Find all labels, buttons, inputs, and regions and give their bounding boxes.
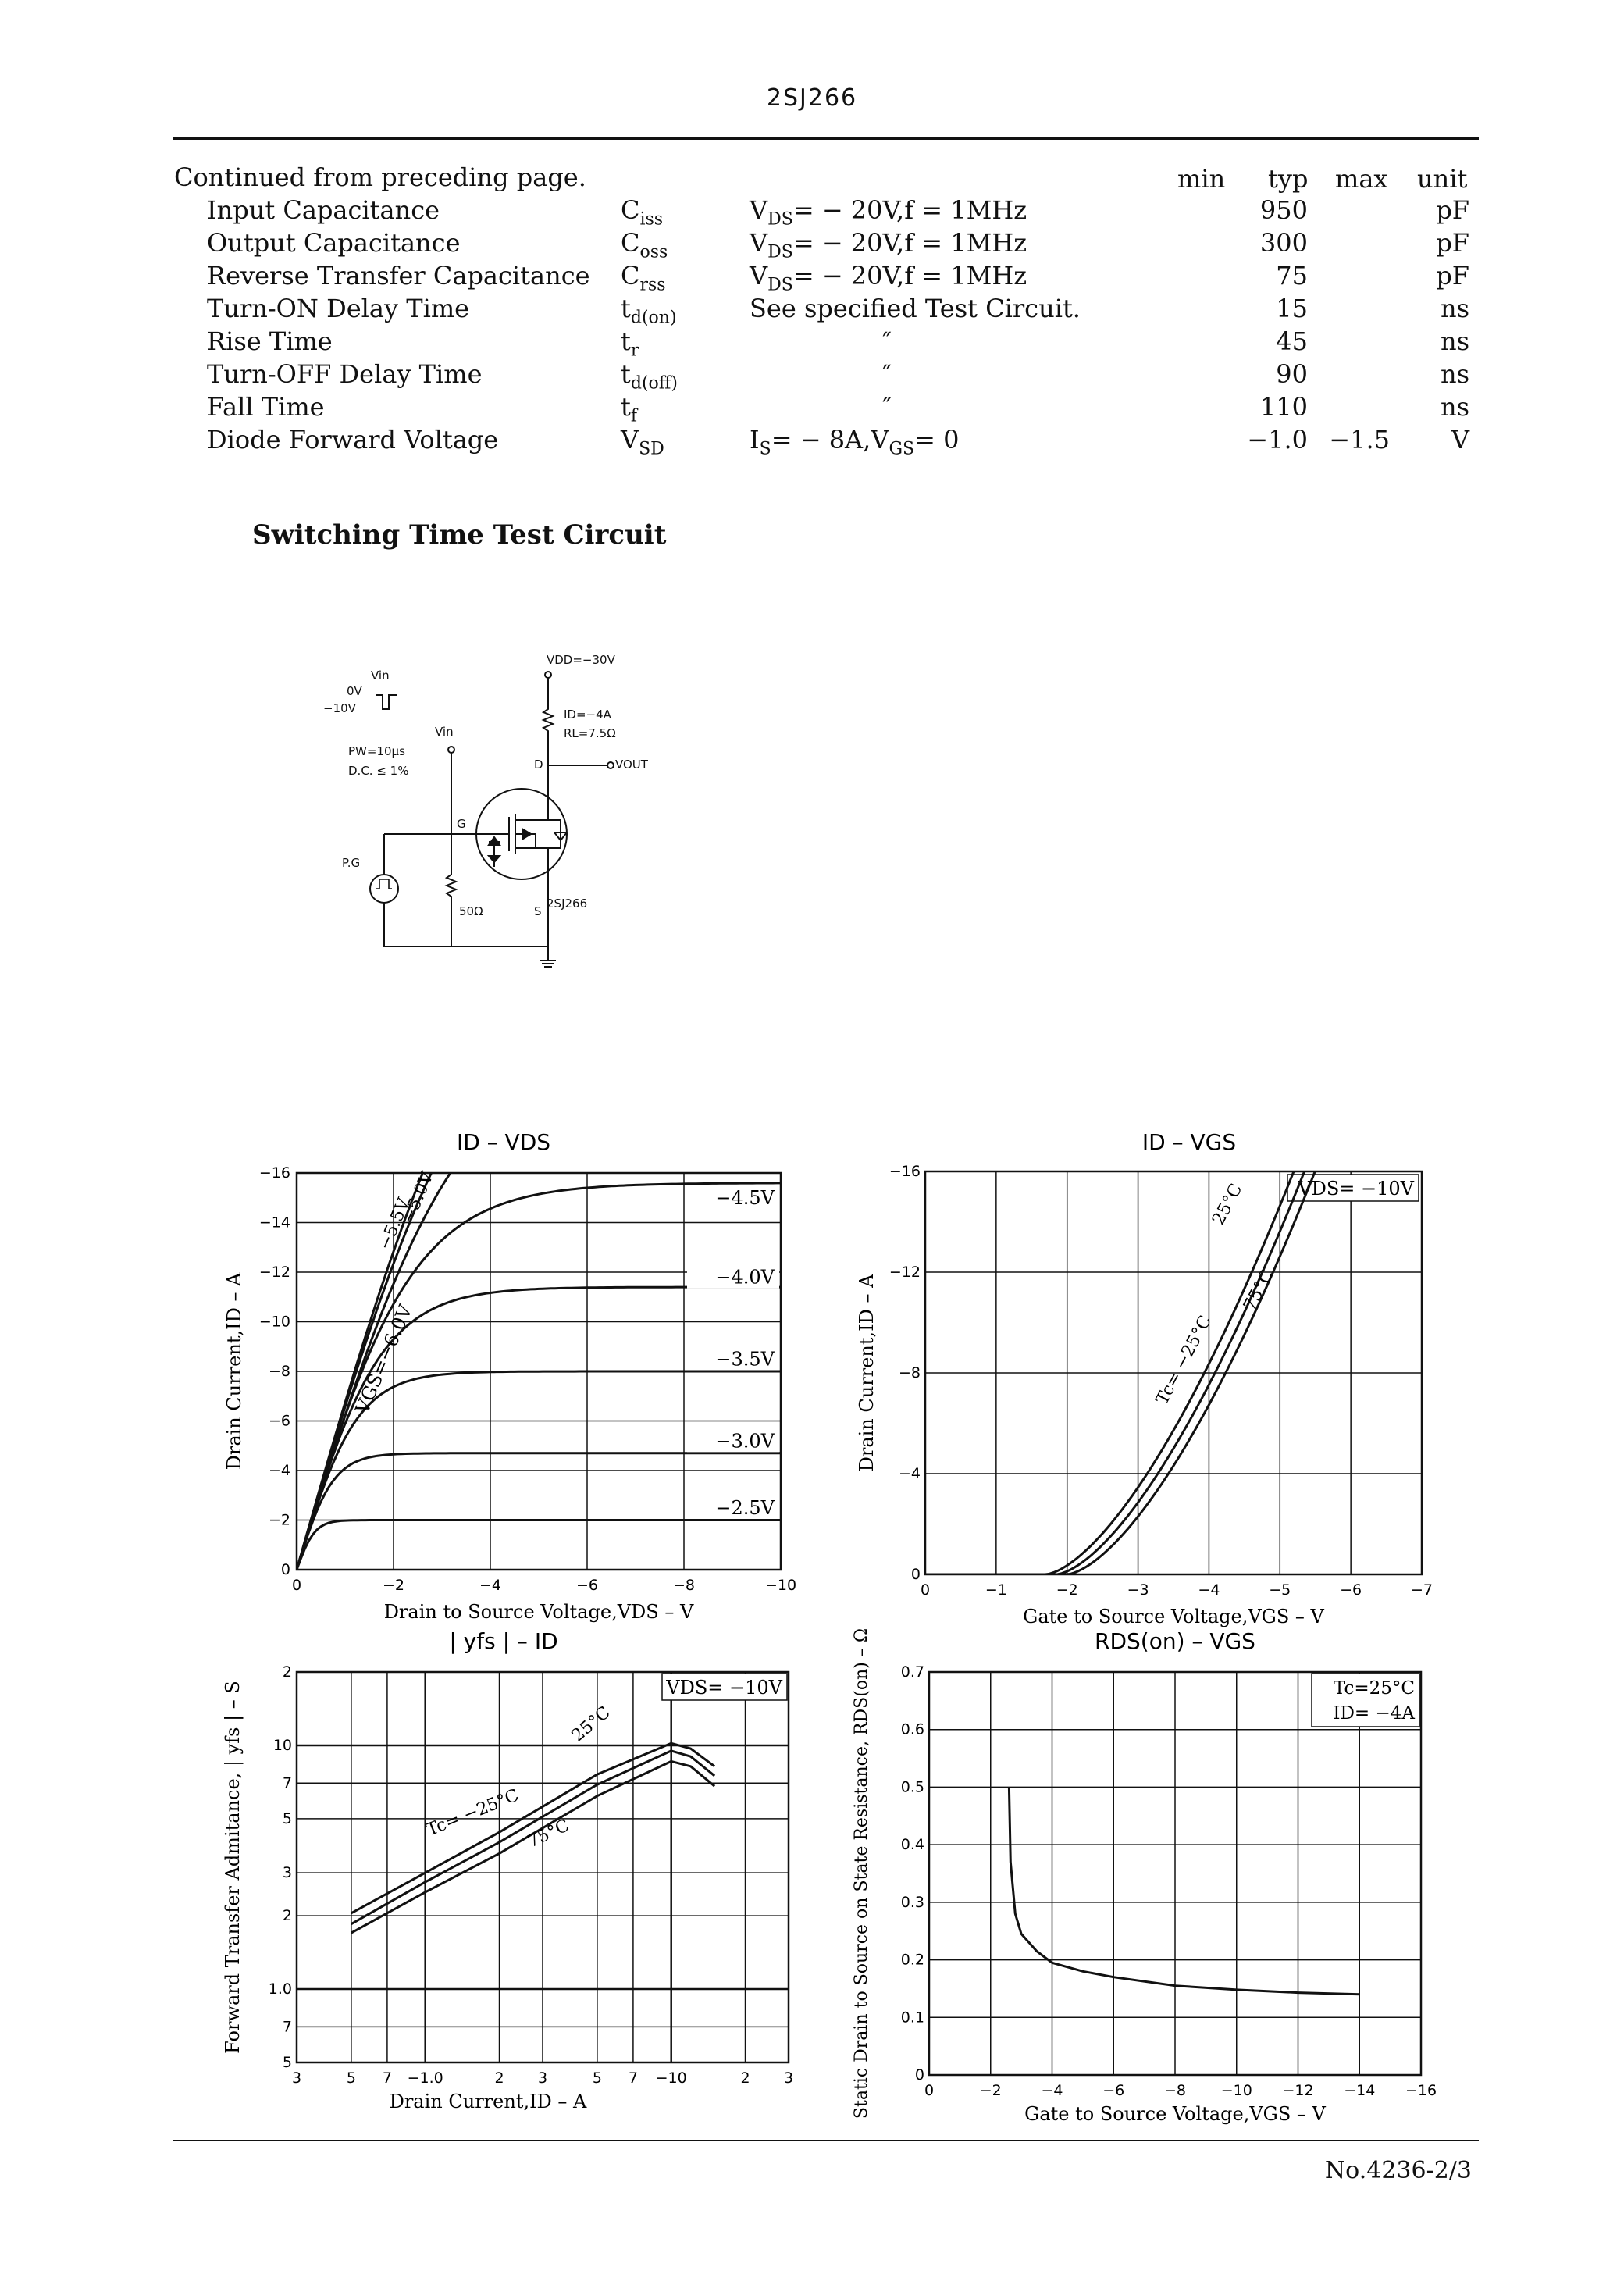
series-label-tc-neg25: Tc= −25°C: [1152, 1312, 1216, 1408]
footer-rule: [173, 2140, 1479, 2141]
series-label: −4.5V: [715, 1187, 775, 1210]
x-axis-label: Drain to Source Voltage,VDS – V: [383, 1601, 694, 1623]
switching-test-circuit: [312, 640, 687, 1000]
spec-name: Diode Forward Voltage: [207, 425, 499, 455]
condition-label: ID= −4A: [1333, 1703, 1415, 1724]
x-tick-label: −7: [1410, 1581, 1433, 1599]
spec-symbol: $C_{rss}$: [621, 261, 666, 295]
condition-label: Tc=25°C: [1333, 1678, 1415, 1699]
spec-symbol-sub: d(off): [630, 373, 678, 394]
x-tick-label: 0: [924, 2082, 935, 2099]
series-label-75: 75°C: [1240, 1266, 1278, 1314]
x-tick-label: −5: [1269, 1581, 1291, 1599]
spec-symbol: $t_{d(off)}$: [621, 359, 678, 394]
spec-name: Rise Time: [207, 326, 333, 356]
spec-symbol: $t_f$: [621, 392, 638, 426]
spec-typ: 15: [1276, 294, 1308, 323]
vout-terminal: [607, 762, 614, 768]
x-tick-label: −16: [1405, 2082, 1437, 2099]
x-tick-label: −8: [1163, 2082, 1187, 2099]
spec-condition-sub: DS: [767, 209, 793, 230]
y-tick-label: −6: [268, 1412, 290, 1430]
y-tick-label: −8: [898, 1364, 921, 1381]
x-tick-label: −6: [1102, 2082, 1125, 2099]
y-tick-label: −4: [898, 1465, 921, 1482]
x-tick-label: −10: [764, 1577, 797, 1594]
x-tick-label: −10: [655, 2069, 687, 2087]
spec-unit: pF: [1436, 195, 1469, 225]
channel-arrow: [523, 829, 531, 839]
spec-typ: 45: [1276, 326, 1308, 356]
x-axis-label: Drain Current,ID – A: [389, 2091, 587, 2112]
y-tick-label: 5: [282, 2054, 292, 2071]
y-tick-label: −10: [258, 1313, 290, 1331]
spec-unit: V: [1451, 425, 1469, 455]
vdd-terminal: [545, 672, 551, 678]
spec-symbol-sub: iss: [639, 209, 664, 230]
chart-title: RDS(on) – VGS: [1095, 1628, 1255, 1654]
spec-typ: 300: [1259, 228, 1308, 258]
x-tick-label: −14: [1344, 2082, 1376, 2099]
series-label-25: 25°C: [1209, 1180, 1247, 1228]
y-tick-label: 3: [282, 1864, 292, 1882]
spec-condition: $V_{DS}= - 20V,f = 1MHz$: [750, 195, 1027, 230]
spec-symbol: $C_{oss}$: [621, 228, 668, 262]
spec-condition-sub: GS: [889, 439, 915, 459]
spec-typ: 75: [1276, 261, 1308, 291]
chart-id-vgs: [843, 1132, 1444, 1632]
series-label-25: 25°C: [568, 1702, 614, 1746]
spec-condition-sub: DS: [767, 242, 793, 262]
diode-wires: [548, 820, 561, 848]
spec-typ: 950: [1259, 195, 1308, 225]
spec-condition-sub: S: [759, 439, 771, 459]
col-max: max: [1335, 164, 1388, 194]
vin-label: Vin: [371, 668, 390, 683]
y-tick-label: 7: [282, 2018, 292, 2036]
spec-condition: [750, 359, 892, 393]
x-tick-label: 3: [783, 2069, 794, 2087]
pg-pulse-glyph: [376, 879, 392, 889]
series-line: [351, 1743, 714, 1913]
chart-id-vds: [211, 1132, 812, 1632]
y-tick-label: 0.2: [900, 1951, 924, 1969]
ground-symbol: [540, 961, 556, 967]
y-tick-label: 1.0: [268, 1980, 292, 1998]
load-resistor: [543, 678, 553, 789]
g-label: G: [457, 817, 466, 831]
vin-level-neg10: −10V: [323, 701, 356, 715]
y-tick-label: 0.3: [900, 1893, 924, 1911]
y-tick-label: −12: [889, 1264, 921, 1281]
x-tick-label: −8: [672, 1577, 696, 1594]
d-label: D: [534, 758, 543, 772]
y-tick-label: −8: [268, 1363, 290, 1380]
x-tick-label: 2: [494, 2069, 504, 2087]
spec-condition: $I_S= - 8A,V_{GS}= 0$: [750, 425, 960, 459]
col-unit: unit: [1417, 164, 1468, 194]
x-axis-label: Gate to Source Voltage,VGS – V: [1023, 1606, 1324, 1627]
spec-name: Output Capacitance: [207, 228, 461, 258]
x-tick-label: −2: [382, 1577, 405, 1594]
x-tick-label: −4: [1041, 2082, 1063, 2099]
x-tick-label: −2: [979, 2082, 1002, 2099]
y-axis-label: Drain Current,ID – A: [223, 1272, 245, 1471]
y-tick-label: 0.7: [900, 1663, 924, 1681]
x-tick-label: −1.0: [407, 2069, 443, 2087]
y-tick-label: 0: [280, 1561, 290, 1578]
id-label: ID=−4A: [564, 708, 611, 722]
y-tick-label: −4: [268, 1462, 290, 1479]
spec-condition: [750, 326, 892, 360]
dc-label: D.C. ≤ 1%: [348, 764, 409, 778]
rl-label: RL=7.5Ω: [564, 726, 616, 740]
series-label-50: −5.0V: [398, 1168, 438, 1227]
page-number: No.4236-2/3: [1324, 2157, 1472, 2184]
test-circuit-title: Switching Time Test Circuit: [252, 519, 667, 551]
ditto-mark: ″: [882, 392, 892, 422]
x-tick-label: 7: [382, 2069, 392, 2087]
spec-name: Fall Time: [207, 392, 325, 422]
chart-yfs-id: [211, 1628, 812, 2128]
spec-name: Turn-ON Delay Time: [207, 294, 470, 323]
y-tick-label: 0: [910, 1566, 921, 1583]
spec-unit: ns: [1440, 359, 1469, 389]
y-axis-label: Static Drain to Source on State Resistance, RDS(on) – Ω: [852, 1628, 871, 2119]
s-label: S: [534, 904, 542, 918]
x-tick-label: 3: [291, 2069, 302, 2087]
y-tick-label: 10: [272, 1736, 292, 1754]
x-tick-label: 7: [628, 2069, 638, 2087]
r50-resistor: [447, 834, 456, 946]
y-tick-label: −16: [258, 1164, 290, 1182]
y-tick-label: 0: [914, 2066, 924, 2084]
vin-terminal: [448, 747, 454, 753]
series-label: −2.5V: [715, 1496, 775, 1519]
spec-symbol-sub: d(on): [630, 308, 677, 328]
vout-label: VOUT: [615, 758, 648, 772]
y-tick-label: 2: [282, 1907, 292, 1925]
pg-label: P.G: [342, 856, 361, 870]
spec-name: Input Capacitance: [207, 195, 440, 225]
spec-symbol-sub: SD: [639, 439, 664, 459]
spec-typ: 110: [1259, 392, 1308, 422]
x-tick-label: 2: [740, 2069, 750, 2087]
spec-unit: ns: [1440, 326, 1469, 356]
spec-symbol-sub: rss: [639, 275, 666, 295]
series-label: −4.0V: [715, 1266, 775, 1289]
spec-symbol-sub: oss: [639, 242, 668, 262]
pulse-symbol: [376, 695, 397, 709]
vdd-label: VDD=−30V: [547, 653, 615, 667]
col-min: min: [1177, 164, 1226, 194]
chart-title: ID – VGS: [1141, 1132, 1237, 1155]
ditto-mark: ″: [882, 326, 892, 356]
x-tick-label: −1: [985, 1581, 1007, 1599]
y-tick-label: 0.5: [900, 1778, 924, 1796]
y-tick-label: 7: [282, 1774, 292, 1792]
spec-symbol-sub: r: [630, 340, 639, 361]
x-tick-label: 5: [346, 2069, 356, 2087]
x-tick-label: −4: [479, 1577, 502, 1594]
x-tick-label: 5: [592, 2069, 602, 2087]
x-tick-label: −3: [1127, 1581, 1149, 1599]
spec-condition: $V_{DS}= - 20V,f = 1MHz$: [750, 261, 1027, 295]
ditto-mark: ″: [882, 359, 892, 389]
y-tick-label: 5: [282, 1809, 292, 1827]
spec-unit: pF: [1436, 261, 1469, 291]
header-rule: [173, 137, 1479, 140]
spec-condition: [750, 392, 892, 426]
x-tick-label: −2: [1056, 1581, 1078, 1599]
x-tick-label: 0: [291, 1577, 302, 1594]
spec-max: −1.5: [1329, 425, 1390, 455]
spec-unit: ns: [1440, 392, 1469, 422]
page-header-part-number: 2SJ266: [766, 84, 858, 112]
condition-label: VDS= −10V: [1298, 1178, 1414, 1200]
series-label-tc-neg25: Tc= −25°C: [423, 1785, 522, 1841]
y-tick-label: 0.4: [900, 1836, 924, 1854]
spec-typ: 90: [1276, 359, 1308, 389]
spec-symbol: $t_{d(on)}$: [621, 294, 677, 328]
chart-rds-vgs: [843, 1628, 1444, 2128]
spec-condition: See specified Test Circuit.: [750, 294, 1081, 323]
col-typ: typ: [1268, 164, 1309, 194]
spec-typ: −1.0: [1247, 425, 1308, 455]
series-label: −3.0V: [715, 1430, 775, 1453]
r50-label: 50Ω: [459, 904, 483, 918]
series-label-75: 75°C: [524, 1816, 573, 1852]
spec-symbol: $C_{iss}$: [621, 195, 664, 230]
y-tick-label: −14: [258, 1214, 290, 1232]
device-label: 2SJ266: [547, 897, 588, 911]
x-tick-label: −6: [575, 1577, 599, 1594]
spec-condition-sub: DS: [767, 275, 793, 295]
pw-label: PW=10μs: [348, 744, 405, 758]
series-line: [297, 1520, 781, 1570]
spec-symbol: $t_r$: [621, 326, 639, 361]
y-tick-label: 2: [282, 1663, 292, 1681]
vin-node-label: Vin: [435, 725, 454, 739]
continued-note: Continued from preceding page.: [174, 162, 586, 192]
y-tick-label: 0.6: [900, 1720, 924, 1738]
x-axis-label: Gate to Source Voltage,VGS – V: [1024, 2103, 1326, 2125]
x-tick-label: 0: [920, 1581, 931, 1599]
chart-title: | yfs | – ID: [449, 1628, 558, 1654]
y-axis-label: Forward Transfer Admitance, | yfs | – S: [222, 1681, 244, 2054]
y-tick-label: 0.1: [900, 2009, 924, 2027]
series-line: [1009, 1787, 1359, 1994]
spec-name: Reverse Transfer Capacitance: [207, 261, 590, 291]
spec-name: Turn-OFF Delay Time: [207, 359, 483, 389]
x-tick-label: 3: [537, 2069, 548, 2087]
y-tick-label: −12: [258, 1264, 290, 1281]
y-axis-label: Drain Current,ID – A: [856, 1274, 878, 1472]
spec-symbol-sub: f: [630, 406, 638, 426]
spec-unit: pF: [1436, 228, 1469, 258]
vin-level-0: 0V: [347, 684, 362, 698]
series-label: −3.5V: [715, 1348, 775, 1371]
chart-title: ID – VDS: [456, 1132, 551, 1155]
series-label-vgs6: VGS=−6.0V: [351, 1301, 417, 1417]
x-tick-label: −12: [1282, 2082, 1314, 2099]
y-tick-label: −16: [889, 1163, 921, 1180]
x-tick-label: −10: [1220, 2082, 1252, 2099]
spec-unit: ns: [1440, 294, 1469, 323]
x-tick-label: −4: [1198, 1581, 1220, 1599]
spec-condition: $V_{DS}= - 20V,f = 1MHz$: [750, 228, 1027, 262]
condition-label: VDS= −10V: [666, 1677, 782, 1699]
spec-symbol: $V_{SD}$: [621, 425, 664, 459]
series-label-55: −5.5V: [375, 1195, 415, 1253]
y-tick-label: −2: [268, 1511, 290, 1529]
x-tick-label: −6: [1340, 1581, 1362, 1599]
